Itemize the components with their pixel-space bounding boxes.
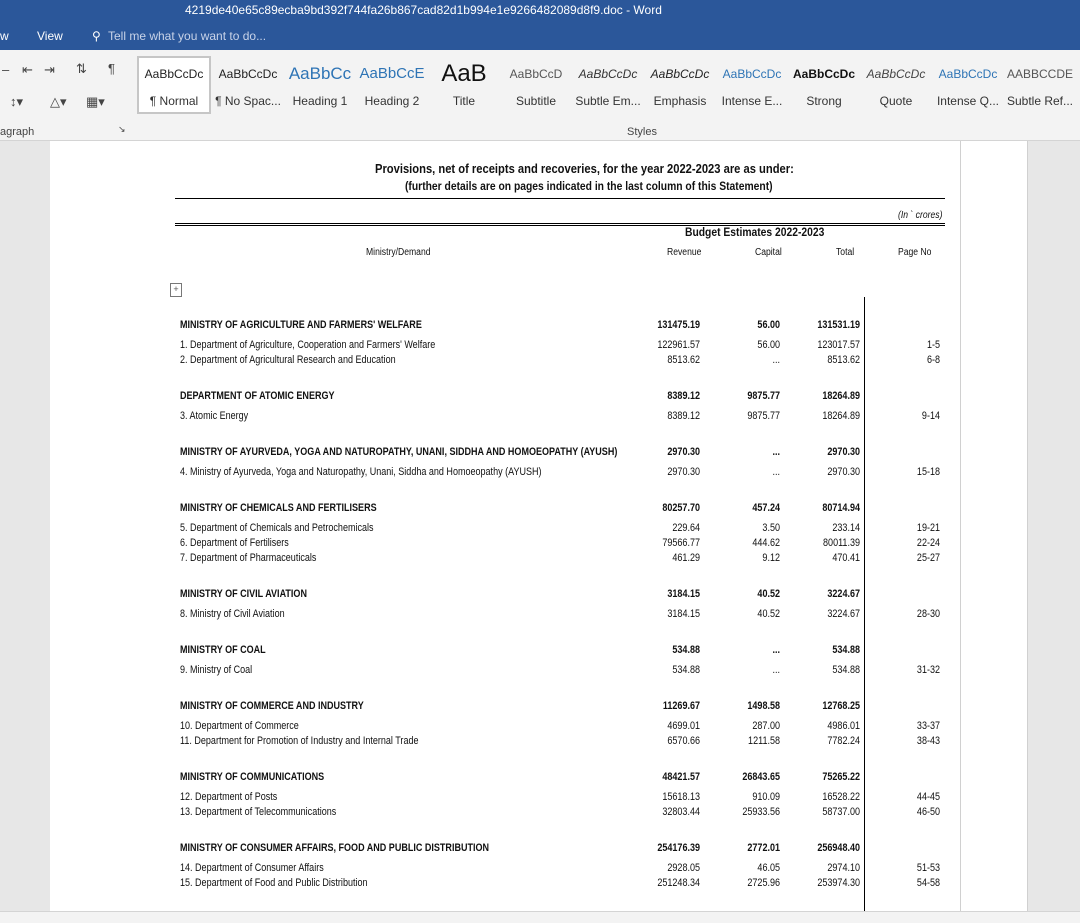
capital-cell: ...	[772, 354, 780, 366]
row-label: 6. Department of Fertilisers	[180, 537, 289, 549]
line-spacing-icon[interactable]: ↕▾	[10, 94, 24, 109]
total-cell: 256948.40	[817, 842, 860, 854]
revenue-cell: 2970.30	[667, 446, 700, 458]
capital-cell: 25933.56	[742, 806, 780, 818]
style-sample: AABBCCDE	[1006, 67, 1074, 81]
style-tile[interactable]	[137, 56, 211, 114]
style-sample: AaBbCcDc	[578, 67, 638, 81]
capital-cell: 1211.58	[748, 735, 780, 747]
row-label: MINISTRY OF CIVIL AVIATION	[180, 588, 307, 600]
page-no-cell: 31-32	[916, 664, 940, 676]
increase-indent-icon[interactable]: ⇥	[44, 62, 55, 77]
revenue-cell: 11269.67	[662, 700, 700, 712]
total-cell: 131531.19	[817, 319, 860, 331]
col-revenue: Revenue	[667, 247, 702, 258]
style-sample: AaBbCcDc	[866, 67, 926, 81]
page-no-cell: 38-43	[916, 735, 940, 747]
revenue-cell: 8389.12	[667, 410, 700, 422]
style-tile[interactable]	[789, 58, 859, 112]
page-no-cell: 22-24	[916, 537, 940, 549]
ministry-row	[50, 390, 960, 405]
department-row	[50, 354, 960, 369]
total-cell: 75265.22	[822, 771, 860, 783]
revenue-cell: 8389.12	[667, 390, 700, 402]
style-tile[interactable]	[213, 58, 283, 112]
row-label: 4. Ministry of Ayurveda, Yoga and Naturopathy, Unani, Siddha and Homoeopathy (AYUSH)	[180, 466, 542, 478]
revenue-cell: 79566.77	[662, 537, 700, 549]
third-rule	[175, 225, 945, 226]
total-cell: 4986.01	[827, 720, 860, 732]
department-row	[50, 735, 960, 750]
tell-me-box[interactable]: Tell me what you want to do...	[108, 29, 267, 43]
row-label: 9. Ministry of Coal	[180, 664, 253, 676]
units-label: (In ` crores)	[898, 210, 943, 221]
total-cell: 253974.30	[817, 877, 860, 889]
table-move-handle-icon[interactable]: +	[170, 283, 182, 297]
style-name: Emphasis	[653, 94, 707, 108]
row-label: 5. Department of Chemicals and Petrochemicals	[180, 522, 374, 534]
page-no-cell: 51-53	[916, 862, 940, 874]
row-label: 14. Department of Consumer Affairs	[180, 862, 324, 874]
capital-cell: 9875.77	[747, 390, 780, 402]
total-cell: 58737.00	[822, 806, 860, 818]
row-label: MINISTRY OF AYURVEDA, YOGA AND NATUROPATHY, UNANI, SIDDHA AND HOMOEOPATHY (AYUSH)	[180, 446, 618, 458]
capital-cell: 40.52	[757, 608, 780, 620]
total-cell: 8513.62	[827, 354, 860, 366]
total-cell: 2974.10	[827, 862, 860, 874]
capital-cell: ...	[772, 664, 780, 676]
page-no-cell: 46-50	[916, 806, 940, 818]
capital-cell: 287.00	[752, 720, 780, 732]
style-sample: AaBbCcDc	[218, 67, 278, 81]
style-name: Subtle Ref...	[1006, 94, 1074, 108]
row-label: 1. Department of Agriculture, Cooperation and Farmers' Welfare	[180, 339, 436, 351]
total-cell: 18264.89	[822, 410, 860, 422]
revenue-cell: 32803.44	[662, 806, 700, 818]
second-rule	[175, 223, 945, 224]
department-row	[50, 720, 960, 735]
revenue-cell: 15618.13	[662, 791, 700, 803]
revenue-cell: 48421.57	[662, 771, 700, 783]
row-label: MINISTRY OF CONSUMER AFFAIRS, FOOD AND PUBLIC DISTRIBUTION	[180, 842, 490, 854]
style-name: ¶ Normal	[149, 94, 199, 108]
style-tile[interactable]	[933, 58, 1003, 112]
row-label: 3. Atomic Energy	[180, 410, 249, 422]
sort-icon[interactable]: ⇅	[76, 61, 87, 76]
total-cell: 12768.25	[822, 700, 860, 712]
revenue-cell: 251248.34	[657, 877, 700, 889]
style-name: Quote	[879, 94, 913, 108]
col-ministry: Ministry/Demand	[366, 247, 431, 258]
style-sample: AaBbCcDc	[722, 67, 782, 81]
total-cell: 80011.39	[823, 537, 860, 549]
capital-cell: 1498.58	[747, 700, 780, 712]
total-cell: 534.88	[832, 644, 860, 656]
total-cell: 18264.89	[822, 390, 860, 402]
style-tile[interactable]	[861, 58, 931, 112]
style-tile[interactable]	[573, 58, 643, 112]
capital-cell: 2772.01	[747, 842, 780, 854]
total-cell: 123017.57	[817, 339, 860, 351]
page-no-cell: 9-14	[921, 410, 940, 422]
capital-cell: 40.52	[757, 588, 780, 600]
style-name: ¶ No Spac...	[215, 94, 281, 108]
revenue-cell: 534.88	[672, 664, 700, 676]
revenue-cell: 461.29	[672, 552, 700, 564]
bullets-dropdown-icon[interactable]: –	[2, 62, 10, 77]
style-name: Intense E...	[721, 94, 783, 108]
col-total: Total	[836, 247, 855, 258]
style-name: Intense Q...	[936, 94, 1000, 108]
capital-cell: 457.24	[752, 502, 780, 514]
row-label: 13. Department of Telecommunications	[180, 806, 337, 818]
ministry-row	[50, 446, 960, 461]
revenue-cell: 3184.15	[667, 608, 700, 620]
capital-cell: 9.12	[762, 552, 780, 564]
department-row	[50, 806, 960, 821]
style-name: Heading 2	[364, 94, 420, 108]
row-label: 12. Department of Posts	[180, 791, 278, 803]
col-capital: Capital	[755, 247, 782, 258]
ministry-row	[50, 319, 960, 334]
page-no-cell: 54-58	[916, 877, 940, 889]
revenue-cell: 131475.19	[657, 319, 700, 331]
department-row	[50, 410, 960, 425]
style-name: Strong	[806, 94, 842, 108]
revenue-cell: 122961.57	[657, 339, 700, 351]
total-cell: 3224.67	[827, 608, 860, 620]
style-name: Subtitle	[515, 94, 557, 108]
department-row	[50, 862, 960, 877]
department-row	[50, 537, 960, 552]
page-no-cell: 44-45	[916, 791, 940, 803]
capital-cell: ...	[772, 466, 780, 478]
capital-cell: 56.00	[757, 339, 780, 351]
lightbulb-icon: ⚲	[92, 29, 101, 43]
total-cell: 534.88	[832, 664, 860, 676]
department-row	[50, 877, 960, 892]
shading-icon[interactable]: △▾	[50, 94, 67, 109]
styles-group-label: Styles	[627, 126, 657, 138]
capital-cell: 3.50	[762, 522, 780, 534]
ministry-row	[50, 502, 960, 517]
page-no-cell: 28-30	[916, 608, 940, 620]
revenue-cell: 534.88	[672, 644, 700, 656]
style-tile[interactable]	[429, 58, 499, 112]
row-label: MINISTRY OF COMMERCE AND INDUSTRY	[180, 700, 364, 712]
style-name: Heading 1	[292, 94, 348, 108]
capital-cell: ...	[772, 446, 780, 458]
department-row	[50, 664, 960, 679]
row-label: MINISTRY OF CHEMICALS AND FERTILISERS	[180, 502, 377, 514]
status-bar	[0, 911, 1080, 923]
capital-cell: 444.62	[752, 537, 780, 549]
style-sample: AaBbCcDc	[144, 67, 204, 81]
revenue-cell: 4699.01	[667, 720, 700, 732]
show-formatting-icon[interactable]: ¶	[108, 61, 115, 76]
ministry-row	[50, 644, 960, 659]
revenue-cell: 2928.05	[667, 862, 700, 874]
capital-cell: 46.05	[757, 862, 780, 874]
department-row	[50, 791, 960, 806]
row-label: 8. Ministry of Civil Aviation	[180, 608, 285, 620]
department-row	[50, 339, 960, 354]
revenue-cell: 8513.62	[667, 354, 700, 366]
ministry-row	[50, 771, 960, 786]
ministry-row	[50, 700, 960, 715]
page-no-cell: 15-18	[916, 466, 940, 478]
page-no-cell: 19-21	[916, 522, 940, 534]
style-tile[interactable]	[501, 58, 571, 112]
revenue-cell: 254176.39	[657, 842, 700, 854]
capital-cell: 2725.96	[747, 877, 780, 889]
paragraph-group-label: agraph	[0, 126, 35, 138]
capital-cell: 56.00	[757, 319, 780, 331]
row-label: MINISTRY OF AGRICULTURE AND FARMERS' WELFARE	[180, 319, 422, 331]
style-sample: AaBbCcDc	[792, 67, 855, 81]
decrease-indent-icon[interactable]: ⇤	[22, 62, 33, 77]
page-no-cell: 33-37	[916, 720, 940, 732]
total-cell: 3224.67	[827, 588, 860, 600]
row-label: 15. Department of Food and Public Distribution	[180, 877, 368, 889]
page-no-cell: 25-27	[916, 552, 940, 564]
menu-bar	[0, 22, 1080, 50]
style-tile[interactable]	[357, 58, 427, 112]
row-label: 2. Department of Agricultural Research and Education	[180, 354, 396, 366]
row-label: 11. Department for Promotion of Industry and Internal Trade	[180, 735, 419, 747]
window-title: 4219de40e65c89ecba9bd392f744fa26b867cad82d1b994e1e9266482089d8f9.doc - Word	[185, 3, 662, 17]
style-sample: AaBbCcE	[359, 65, 425, 82]
department-row	[50, 522, 960, 537]
total-cell: 470.41	[832, 552, 860, 564]
tab-view[interactable]: View	[37, 29, 63, 43]
row-label: MINISTRY OF COAL	[180, 644, 266, 656]
style-tile[interactable]	[645, 58, 715, 112]
row-label: 10. Department of Commerce	[180, 720, 299, 732]
style-sample: AaB	[441, 60, 487, 87]
department-row	[50, 466, 960, 481]
total-cell: 2970.30	[827, 446, 860, 458]
capital-cell: 9875.77	[747, 410, 780, 422]
row-label: MINISTRY OF COMMUNICATIONS	[180, 771, 325, 783]
col-page: Page No	[898, 247, 932, 258]
total-cell: 7782.24	[827, 735, 860, 747]
style-name: Subtle Em...	[575, 94, 641, 108]
style-tile[interactable]	[1005, 58, 1075, 112]
department-row	[50, 608, 960, 623]
style-tile[interactable]	[717, 58, 787, 112]
ribbon	[0, 50, 1080, 141]
ministry-row	[50, 842, 960, 857]
page-no-cell: 6-8	[926, 354, 940, 366]
revenue-cell: 229.64	[672, 522, 700, 534]
total-cell: 233.14	[832, 522, 860, 534]
department-row	[50, 552, 960, 567]
revenue-cell: 6570.66	[667, 735, 700, 747]
doc-subheading: (further details are on pages indicated in the last column of this Statement)	[405, 179, 773, 193]
style-sample: AaBbCc	[288, 64, 352, 83]
document-page	[50, 141, 960, 911]
style-name: Title	[452, 94, 476, 108]
menu-cut-tab[interactable]: w	[0, 29, 9, 43]
style-tile[interactable]	[285, 58, 355, 112]
capital-cell: 26843.65	[742, 771, 780, 783]
row-label: DEPARTMENT OF ATOMIC ENERGY	[180, 390, 335, 402]
style-sample: AaBbCcD	[509, 67, 563, 81]
right-margin-pane	[960, 141, 1028, 911]
style-sample: AaBbCcDc	[650, 67, 710, 81]
doc-heading: Provisions, net of receipts and recoveries, for the year 2022-2023 are as under:	[375, 161, 794, 176]
borders-icon[interactable]: ▦▾	[86, 94, 105, 109]
page-no-cell: 1-5	[926, 339, 940, 351]
total-cell: 2970.30	[827, 466, 860, 478]
revenue-cell: 2970.30	[667, 466, 700, 478]
top-rule	[175, 198, 945, 199]
revenue-cell: 3184.15	[667, 588, 700, 600]
capital-cell: 910.09	[752, 791, 780, 803]
document-area	[0, 141, 1080, 911]
total-cell: 16528.22	[822, 791, 860, 803]
style-sample: AaBbCcDc	[938, 67, 998, 81]
budget-header: Budget Estimates 2022-2023	[685, 225, 825, 239]
total-cell: 80714.94	[822, 502, 860, 514]
row-label: 7. Department of Pharmaceuticals	[180, 552, 317, 564]
ministry-row	[50, 588, 960, 603]
title-bar	[0, 0, 1080, 22]
paragraph-launcher-icon[interactable]: ↘	[118, 124, 126, 134]
revenue-cell: 80257.70	[662, 502, 700, 514]
capital-cell: ...	[772, 644, 780, 656]
